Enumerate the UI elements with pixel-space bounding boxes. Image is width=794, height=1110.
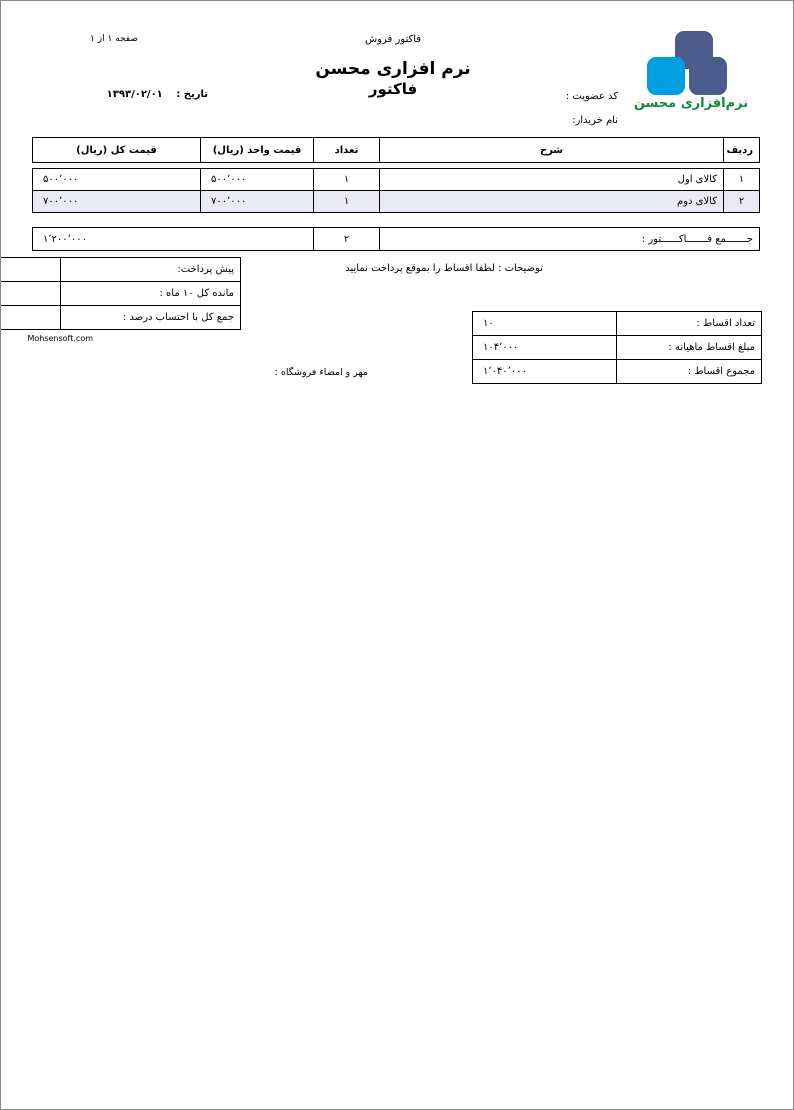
cell-unit-price: ۵۰۰٬۰۰۰	[201, 169, 314, 191]
invoice-date	[107, 89, 208, 100]
table-header-row	[33, 138, 760, 163]
logo-text: نرم‌افزاری محسن	[633, 96, 749, 111]
payment-summary-table	[0, 257, 241, 330]
page-indicator: صفحه ۱ از ۱	[90, 34, 138, 44]
cell-unit-price: ۷۰۰٬۰۰۰	[201, 191, 314, 213]
payment-summary-row	[0, 306, 241, 330]
member-code-label: کد عضویت :	[565, 91, 618, 102]
column-header-description: شرح	[380, 138, 724, 163]
installments-table	[472, 311, 762, 384]
installments-row	[473, 360, 762, 384]
prepayment-value	[0, 258, 61, 282]
column-header-unit-price: قیمت واحد (ریال)	[201, 138, 314, 163]
installments-row	[473, 312, 762, 336]
cell-description: کالای اول	[380, 169, 724, 191]
installments-total-value: ۱٬۰۴۰٬۰۰۰	[473, 360, 617, 384]
cell-index: ۲	[724, 191, 760, 213]
cell-quantity: ۱	[314, 169, 380, 191]
total-amount: ۱٬۲۰۰٬۰۰۰	[33, 228, 314, 251]
logo-blocks-icon	[641, 31, 741, 93]
column-header-quantity: تعداد	[314, 138, 380, 163]
logo-square-bottom-left	[647, 57, 685, 95]
installment-count-value: ۱۰	[473, 312, 617, 336]
grand-total-value	[0, 306, 61, 330]
column-header-index: ردیف	[724, 138, 760, 163]
document-kind: فاکتور فروش	[364, 34, 422, 45]
total-label: جـــــــمع فـــــــاکــــــتور :	[380, 228, 760, 251]
cell-total-price: ۵۰۰٬۰۰۰	[33, 169, 201, 191]
installments-total-label: مجموع اقساط :	[617, 360, 762, 384]
table-row	[33, 191, 760, 213]
items-table-body	[32, 168, 760, 213]
invoice-date-value: ۱۳۹۳/۰۲/۰۱	[106, 89, 163, 100]
company-logo	[631, 31, 751, 126]
total-quantity: ۲	[314, 228, 380, 251]
buyer-name-label: نام خریدار:	[572, 115, 618, 126]
page-title: فاکتور	[368, 80, 418, 98]
cell-total-price: ۷۰۰٬۰۰۰	[33, 191, 201, 213]
notes-text: توضیحات : لطفا اقساط را بموقع پرداخت نمایید	[345, 263, 543, 274]
cell-description: کالای دوم	[380, 191, 724, 213]
payment-summary-row	[0, 282, 241, 306]
website-text: Mohsensoft.com	[27, 334, 93, 343]
cell-quantity: ۱	[314, 191, 380, 213]
payment-summary-row	[0, 258, 241, 282]
remaining-balance-label: مانده کل ۱۰ ماه :	[61, 282, 241, 306]
monthly-installment-label: مبلغ اقساط ماهیانه :	[617, 336, 762, 360]
table-row	[33, 169, 760, 191]
total-row	[33, 228, 760, 251]
installments-row	[473, 336, 762, 360]
prepayment-label: پیش پرداخت:	[61, 258, 241, 282]
monthly-installment-value: ۱۰۴٬۰۰۰	[473, 336, 617, 360]
column-header-total-price: قیمت کل (ریال)	[33, 138, 201, 163]
signature-label: مهر و امضاء فروشگاه :	[274, 367, 368, 378]
invoice-date-label: تاریخ :	[176, 89, 208, 100]
invoice-total-row	[32, 227, 760, 251]
cell-index: ۱	[724, 169, 760, 191]
buyer-name-field	[572, 115, 618, 126]
logo-square-bottom-right	[689, 57, 727, 95]
grand-total-label: جمع کل با احتساب درصد :	[61, 306, 241, 330]
items-table-header	[32, 137, 760, 163]
remaining-balance-value	[0, 282, 61, 306]
member-code-field	[566, 91, 618, 102]
brand-title: نرم افزاری محسن	[315, 59, 471, 79]
installment-count-label: تعداد اقساط :	[617, 312, 762, 336]
